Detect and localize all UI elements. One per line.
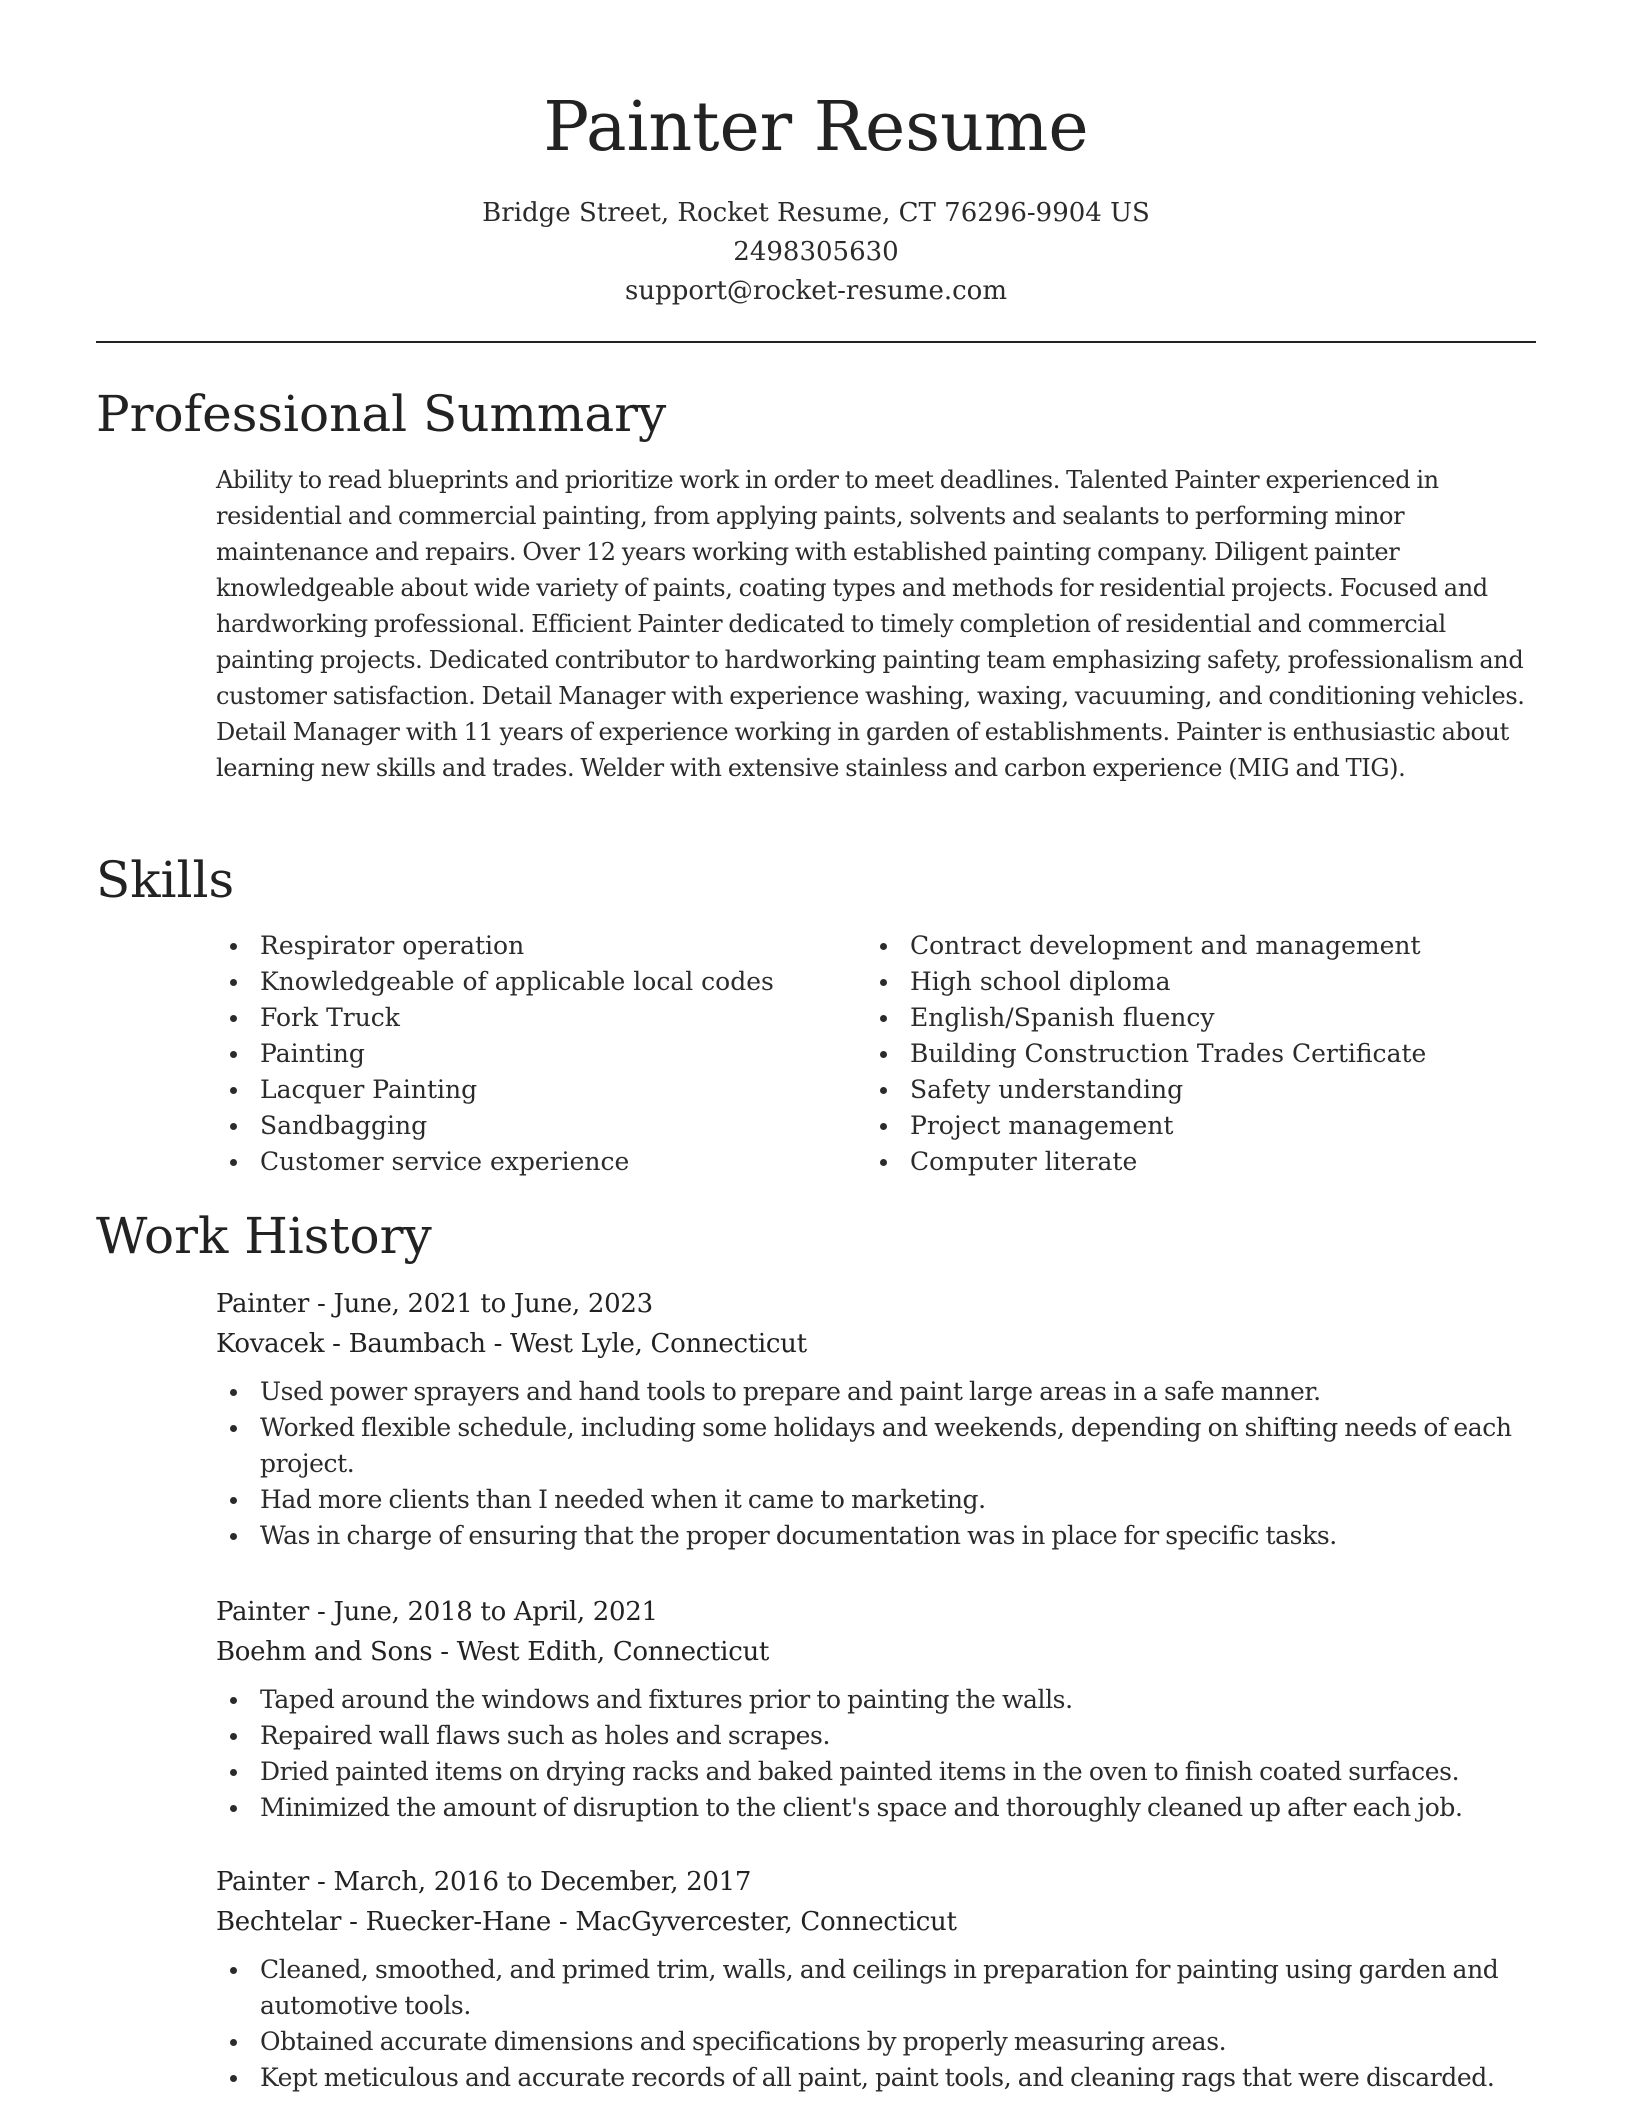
job-bullet: Minimized the amount of disruption to the client's space and thoroughly cleaned up after each job.: [216, 1790, 1532, 1826]
skill-item: Contract development and management: [866, 928, 1526, 964]
job-bullet: Was in charge of ensuring that the proper documentation was in place for specific tasks.: [216, 1518, 1532, 1554]
summary-text: Ability to read blueprints and prioritize work in order to meet deadlines. Talented Painter experienced in residential and commercial painting, from applying paints, solvents and sealants to performing minor maintenance and repairs. Over 12 years working with established painting company. Diligent painter knowledgeable about wide variety of paints, coating types and methods for residential projects. Focused and hardworking professional. Efficient Painter dedicated to timely completion of residential and commercial painting projects. Dedicated contributor to hardworking painting team emphasizing safety, professionalism and customer satisfaction. Detail Manager with experience washing, waxing, vacuuming, and conditioning vehicles. Detail Manager with 11 years of experience working in garden of establishments. Painter is enthusiastic about learning new skills and trades. Welder with extensive stainless and carbon experience (MIG and TIG).: [216, 466, 1525, 782]
skill-item: Project management: [866, 1108, 1526, 1144]
job-bullet: Used power sprayers and hand tools to prepare and paint large areas in a safe manner.: [216, 1374, 1532, 1410]
job-company-location: Kovacek - Baumbach - West Lyle, Connecticut: [216, 1329, 807, 1359]
job-bullet: Repaired wall flaws such as holes and scrapes.: [216, 1718, 1532, 1754]
skill-item: Fork Truck: [216, 1000, 836, 1036]
job-bullet: Worked flexible schedule, including some holidays and weekends, depending on shifting needs of each project.: [216, 1410, 1532, 1482]
skills-list-left: [216, 928, 836, 1180]
skill-item: English/Spanish fluency: [866, 1000, 1526, 1036]
job-bullet: Cleaned, smoothed, and primed trim, walls, and ceilings in preparation for painting using garden and automotive tools.: [216, 1952, 1532, 2024]
phone: 2498305630: [733, 237, 899, 267]
skill-item: Respirator operation: [216, 928, 836, 964]
job-company-location: Boehm and Sons - West Edith, Connecticut: [216, 1637, 770, 1667]
skill-item: Computer literate: [866, 1144, 1526, 1180]
job-bullet: Taped around the windows and fixtures prior to painting the walls.: [216, 1682, 1532, 1718]
contact-info: [0, 194, 1632, 311]
skills-list-right: [866, 928, 1526, 1180]
job-bullet: Kept meticulous and accurate records of all paint, paint tools, and cleaning rags that were discarded.: [216, 2060, 1532, 2096]
job-entry: [216, 1592, 1532, 1826]
skill-item: Safety understanding: [866, 1072, 1526, 1108]
page-title: Painter Resume: [543, 88, 1089, 167]
work-history-heading: Work History: [96, 1207, 432, 1265]
job-bullet: Had more clients than I needed when it came to marketing.: [216, 1482, 1532, 1518]
skills-heading: Skills: [96, 851, 235, 909]
job-entry: [216, 1862, 1532, 2096]
job-title-dates: Painter - June, 2021 to June, 2023: [216, 1289, 653, 1319]
job-bullets: [216, 1952, 1532, 2096]
header-divider: [96, 341, 1536, 343]
job-entry: [216, 1284, 1532, 1554]
skill-item: Sandbagging: [216, 1108, 836, 1144]
job-bullets: [216, 1682, 1532, 1826]
skill-item: Painting: [216, 1036, 836, 1072]
email: support@rocket-resume.com: [624, 276, 1007, 306]
resume-header: [0, 0, 1632, 311]
skill-item: Lacquer Painting: [216, 1072, 836, 1108]
skill-item: Building Construction Trades Certificate: [866, 1036, 1526, 1072]
skill-item: High school diploma: [866, 964, 1526, 1000]
job-bullet: Dried painted items on drying racks and baked painted items in the oven to finish coated surfaces.: [216, 1754, 1532, 1790]
skill-item: Customer service experience: [216, 1144, 836, 1180]
job-company-location: Bechtelar - Ruecker-Hane - MacGyvercester, Connecticut: [216, 1907, 957, 1937]
job-title-dates: Painter - March, 2016 to December, 2017: [216, 1867, 752, 1897]
job-title-dates: Painter - June, 2018 to April, 2021: [216, 1597, 658, 1627]
summary-heading: Professional Summary: [96, 385, 667, 443]
job-bullets: [216, 1374, 1532, 1554]
address: Bridge Street, Rocket Resume, CT 76296-9904 US: [482, 198, 1150, 228]
job-bullet: Obtained accurate dimensions and specifications by properly measuring areas.: [216, 2024, 1532, 2060]
skill-item: Knowledgeable of applicable local codes: [216, 964, 836, 1000]
